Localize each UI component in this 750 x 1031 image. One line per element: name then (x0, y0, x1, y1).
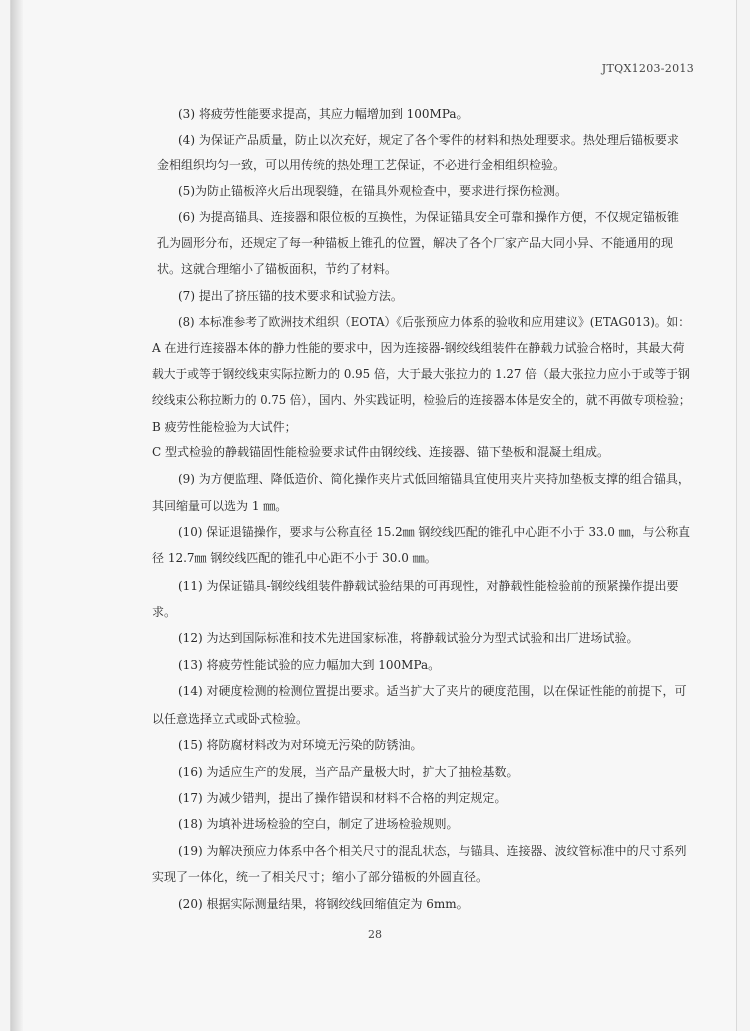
paragraph-line: (15) 将防腐材料改为对环境无污染的防锈油。 (178, 738, 423, 752)
paragraph-line: 孔为圆形分布，还规定了每一种锚板上锥孔的位置，解决了各个厂家产品大同小异、不能通用的现 (157, 236, 674, 250)
paragraph-line: (17) 为减少错判，提出了操作错误和材料不合格的判定规定。 (178, 791, 507, 805)
paragraph-line: (5)为防止锚板淬火后出现裂缝，在锚具外观检查中，要求进行探伤检测。 (178, 184, 568, 198)
paragraph-line: 状。这就合理缩小了锚板面积，节约了材料。 (157, 262, 398, 276)
paragraph-line: 绞线束公称拉断力的 0.75 倍），国内、外实践证明，检验后的连接器本体是安全的，就不再做专项检验； (152, 393, 691, 407)
document-code: JTQX1203-2013 (601, 62, 694, 75)
page-number: 28 (368, 928, 382, 941)
paragraph-line: (18) 为填补进场检验的空白，制定了进场检验规则。 (178, 817, 459, 831)
paragraph-line: (13) 将疲劳性能试验的应力幅加大到 100MPa。 (178, 658, 441, 672)
paragraph-line: 金相组织均匀一致，可以用传统的热处理工艺保证，不必进行金相组织检验。 (157, 158, 566, 172)
paragraph-line: (4) 为保证产品质量，防止以次充好，规定了各个零件的材料和热处理要求。热处理后锚板要求 (178, 133, 679, 147)
paragraph-line: (3) 将疲劳性能要求提高，其应力幅增加到 100MPa。 (178, 107, 469, 121)
paragraph-line: C 型式检验的静载锚固性能检验要求试件由钢绞线、连接器、锚下垫板和混凝土组成。 (152, 445, 609, 459)
paragraph-line: 载大于或等于钢绞线束实际拉断力的 0.95 倍，大于最大张拉力的 1.27 倍（最大张拉力应小于或等于钢 (152, 367, 690, 381)
paragraph-line: (9) 为方便监理、降低造价、简化操作夹片式低回缩锚具宜使用夹片夹持加垫板支撑的组合锚具， (178, 472, 690, 486)
paragraph-line: (11) 为保证锚具-钢绞线组装件静载试验结果的可再现性，对静载性能检验前的预紧操作提出要 (178, 579, 679, 593)
paragraph-line: (7) 提出了挤压锚的技术要求和试验方法。 (178, 289, 403, 303)
paragraph-line: (10) 保证退锚操作，要求与公称直径 15.2㎜ 钢绞线匹配的锥孔中心距不小于 33.0 ㎜，与公称直 (178, 525, 690, 539)
paragraph-line: B 疲劳性能检验为大试件； (152, 420, 297, 434)
paragraph-line: (16) 为适应生产的发展，当产品产量极大时，扩大了抽检基数。 (178, 765, 519, 779)
paragraph-line: (6) 为提高锚具、连接器和限位板的互换性，为保证锚具安全可靠和操作方便，不仅规定锚板锥 (178, 210, 679, 224)
paragraph-line: 以任意选择立式或卧式检验。 (152, 712, 309, 726)
paragraph-line: 实现了一体化，统一了相关尺寸；缩小了部分锚板的外圆直径。 (152, 870, 489, 884)
paragraph-line: (14) 对硬度检测的检测位置提出要求。适当扩大了夹片的硬度范围，以在保证性能的前提下，可 (178, 684, 687, 698)
paragraph-line: (19) 为解决预应力体系中各个相关尺寸的混乱状态，与锚具、连接器、波纹管标准中的尺寸系列 (178, 844, 687, 858)
paragraph-line: 求。 (152, 605, 177, 619)
paragraph-line: A 在进行连接器本体的静力性能的要求中，因为连接器-钢绞线组装件在静载力试验合格时，其最大荷 (152, 341, 685, 355)
paragraph-line: (8) 本标准参考了欧洲技术组织（EOTA）《后张预应力体系的验收和应用建议》(ETAG013)。如： (178, 315, 691, 329)
paragraph-line: (12) 为达到国际标准和技术先进国家标准，将静载试验分为型式试验和出厂进场试验。 (178, 631, 639, 645)
paragraph-line: 其回缩量可以选为 1 ㎜。 (152, 499, 288, 513)
paragraph-line: (20) 根据实际测量结果，将钢绞线回缩值定为 6mm。 (178, 897, 469, 911)
paragraph-line: 径 12.7㎜ 钢绞线匹配的锥孔中心距不小于 30.0 ㎜。 (152, 551, 437, 565)
